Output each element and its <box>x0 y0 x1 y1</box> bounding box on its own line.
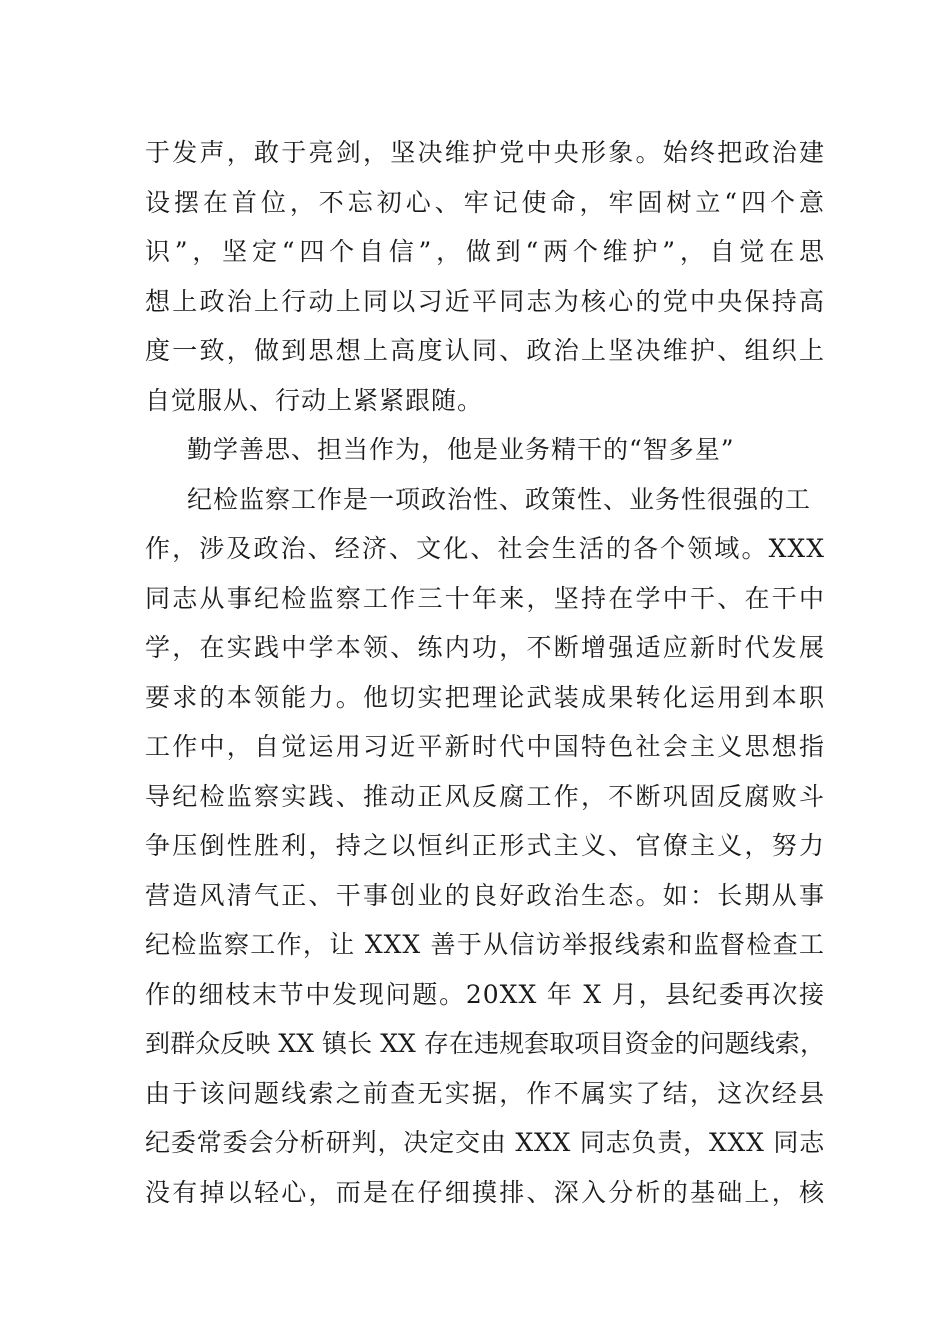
paragraph-line: 纪检监察工作，让 XXX 善于从信访举报线索和监督检查工 <box>145 930 825 959</box>
paragraph-line: 要求的本领能力。他切实把理论武装成果转化运用到本职 <box>145 682 825 712</box>
paragraph-line: 到群众反映 XX 镇长 XX 存在违规套取项目资金的问题线索， <box>145 1029 825 1058</box>
paragraph-line: 作的细枝末节中发现问题。20XX 年 X 月，县纪委再次接 <box>145 979 825 1009</box>
paragraph-line: 工作中，自觉运用习近平新时代中国特色社会主义思想指 <box>145 732 825 761</box>
paragraph-line: 识”，坚定“四个自信”，做到“两个维护”，自觉在思 <box>145 237 825 266</box>
paragraph-line: 自觉服从、行动上紧紧跟随。 <box>145 385 484 415</box>
paragraph-line: 设摆在首位，不忘初心、牢记使命，牢固树立“四个意 <box>145 187 825 217</box>
paragraph-line: 学，在实践中学本领、练内功，不断增强适应新时代发展 <box>145 633 825 662</box>
paragraph-line: 没有掉以轻心，而是在仔细摸排、深入分析的基础上，核 <box>145 1177 825 1207</box>
paragraph-line: 度一致，做到思想上高度认同、政治上坚决维护、组织上 <box>145 336 825 365</box>
paragraph-line: 争压倒性胜利，持之以恒纠正形式主义、官僚主义，努力 <box>145 831 825 860</box>
paragraph-line: 由于该问题线索之前查无实据，作不属实了结，这次经县 <box>145 1078 825 1108</box>
paragraph-line: 纪检监察工作是一项政治性、政策性、业务性很强的工 <box>187 484 812 514</box>
paragraph-line: 想上政治上行动上同以习近平同志为核心的党中央保持高 <box>145 286 825 316</box>
paragraph-line: 同志从事纪检监察工作三十年来，坚持在学中干、在干中 <box>145 583 825 613</box>
paragraph-line: 作，涉及政治、经济、文化、社会生活的各个领域。XXX <box>145 534 825 563</box>
document-body <box>145 128 825 1217</box>
section-heading: 勤学善思、担当作为，他是业务精干的“智多星” <box>187 435 735 464</box>
paragraph-line: 营造风清气正、干事创业的良好政治生态。如：长期从事 <box>145 880 825 910</box>
paragraph-line: 导纪检监察实践、推动正风反腐工作，不断巩固反腐败斗 <box>145 781 825 811</box>
paragraph-line: 于发声，敢于亮剑，坚决维护党中央形象。始终把政治建 <box>145 138 825 167</box>
paragraph-line: 纪委常委会分析研判，决定交由 XXX 同志负责，XXX 同志 <box>145 1128 825 1157</box>
